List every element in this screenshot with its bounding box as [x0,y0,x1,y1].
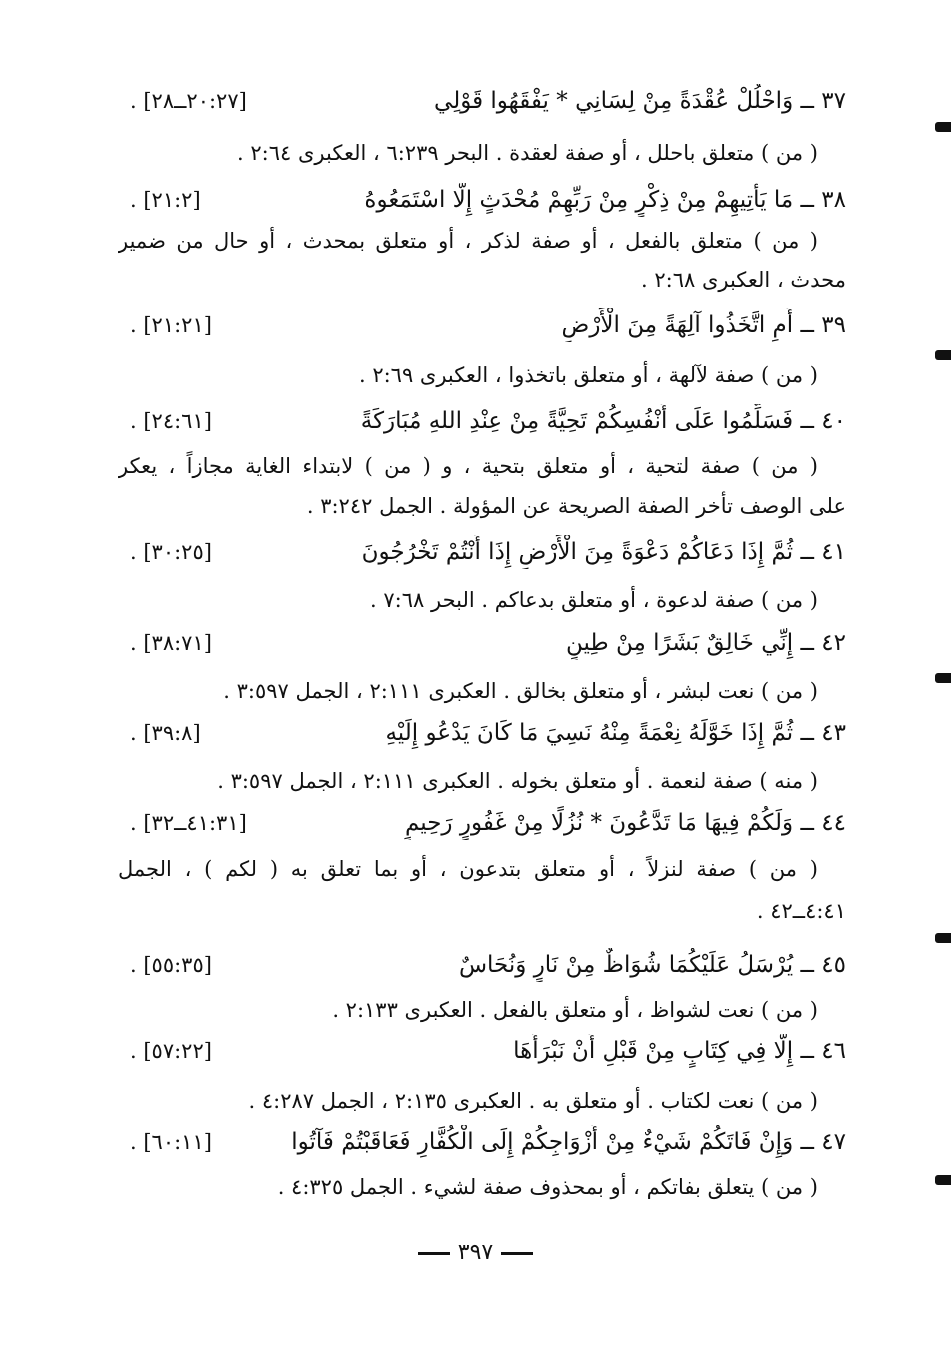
note-41 [118,583,846,617]
note-38-line-1 [118,224,846,258]
verse-44 [118,806,846,840]
note-47 [118,1170,846,1204]
verse-text: ٤٤ ــ وَلَكُمْ فِيهَا مَا تَدَّعُونَ * نُزُلًا مِنْ غَفُورٍ رَحِيمٍ [404,810,846,836]
page-number-dash [501,1252,533,1255]
note-45 [118,993,846,1027]
note-text: ( من ) صفة لدعوة ، أو متعلق بدعاكم . البحر ٧:٦٨ . [370,588,818,612]
verse-reference: [٤١:٣١ــ٣٢] . [130,811,247,835]
verse-40 [118,404,846,438]
note-text: ( من ) صفة لتحية ، أو متعلق بتحية ، و ( من ) لابتداء الغاية مجازاً ، يعكر [118,454,818,478]
note-37 [118,136,846,170]
note-38-line-2 [118,263,846,297]
note-text: محدث ، العكبرى ٢:٦٨ . [640,268,846,292]
verse-text: ٣٨ ــ مَا يَأْتِيهِمْ مِنْ ذِكْرٍ مِنْ رَبِّهِمْ مُحْدَثٍ إِلَّا اسْتَمَعُوهُ [364,187,846,213]
verse-reference: [٣٨:٧١] . [130,631,212,655]
scan-edge-mark [935,673,951,683]
note-43 [118,764,846,798]
verse-reference: [٣٠:٢٥] . [130,540,212,564]
verse-43 [118,716,846,750]
verse-text: ٣٧ ــ وَاحْلُلْ عُقْدَةً مِنْ لِسَانِي * يَفْقَهُوا قَوْلِي [434,88,846,114]
page-number-dash [418,1252,450,1255]
note-text: ( من ) نعت لبشر ، أو متعلق بخالق . العكبرى ٢:١١١ ، الجمل ٣:٥٩٧ . [223,679,818,703]
verse-42 [118,626,846,660]
note-40-line-2 [118,489,846,523]
note-text: ( من ) نعت لكتاب . أو متعلق به . العكبرى ٢:١٣٥ ، الجمل ٤:٢٨٧ . [248,1089,818,1113]
verse-text: ٣٩ ــ أَمِ اتَّخَذُوا آلِهَةً مِنَ الْأَرْضِ [561,312,846,338]
verse-reference: [٣٩:٨] . [130,721,201,745]
verse-reference: [٥٧:٢٢] . [130,1039,212,1063]
scan-edge-mark [935,1175,951,1185]
note-text: ( من ) متعلق باحلل ، أو صفة لعقدة . البحر ٦:٢٣٩ ، العكبرى ٢:٦٤ . [237,141,818,165]
verse-text: ٤٢ ــ إِنِّي خَالِقٌ بَشَرًا مِنْ طِينٍ [565,630,846,656]
verse-reference: [٢٤:٦١] . [130,409,212,433]
verse-text: ٤٦ ــ إِلَّا فِي كِتَابٍ مِنْ قَبْلِ أَنْ نَبْرَأَهَا [513,1038,846,1064]
verse-text: ٤٣ ــ ثُمَّ إِذَا خَوَّلَهُ نِعْمَةً مِنْهُ نَسِيَ مَا كَانَ يَدْعُو إِلَيْهِ [385,720,846,746]
note-text: ( من ) صفة لنزلاً ، أو متعلق بتدعون ، أو بما تعلق به ( لكم ) ، الجمل [118,857,818,881]
note-text: ( من ) يتعلق بفاتكم ، أو بمحذوف صفة لشيء . الجمل ٤:٣٢٥ . [277,1175,818,1199]
note-text: ٤:٤١ــ٤٢ . [756,899,846,923]
verse-reference: [٢١:٢] . [130,188,201,212]
note-text: ( من ) صفة لآلهة ، أو متعلق باتخذوا ، العكبرى ٢:٦٩ . [358,363,818,387]
page-number-value: ٣٩٧ [457,1240,494,1265]
verse-38 [118,183,846,217]
verse-45 [118,948,846,982]
verse-37 [118,84,846,118]
verse-reference: [٢٠:٢٧ــ٢٨] . [130,89,247,113]
note-44-line-1 [118,852,846,886]
note-46 [118,1084,846,1118]
note-text: ( منه ) صفة لنعمة . أو متعلق بخوله . العكبرى ٢:١١١ ، الجمل ٣:٥٩٧ . [217,769,818,793]
note-40-line-1 [118,449,846,483]
note-text: ( من ) متعلق بالفعل ، أو صفة لذكر ، أو متعلق بمحدث ، أو حال من ضمير [118,229,818,253]
scan-edge-mark [935,933,951,943]
verse-text: ٤٧ ــ وَإِنْ فَاتَكُمْ شَيْءٌ مِنْ أَزْوَاجِكُمْ إِلَى الْكُفَّارِ فَعَاقَبْتُمْ فَآتُوا [291,1129,846,1155]
note-text: ( من ) نعت لشواظ ، أو متعلق بالفعل . العكبرى ٢:١٣٣ . [332,998,818,1022]
verse-reference: [٥٥:٣٥] . [130,953,212,977]
verse-reference: [٢١:٢١] . [130,313,212,337]
verse-39 [118,308,846,342]
verse-text: ٤١ ــ ثُمَّ إِذَا دَعَاكُمْ دَعْوَةً مِنَ الْأَرْضِ إِذَا أَنْتُمْ تَخْرُجُونَ [361,539,846,565]
note-text: على الوصف تأخر الصفة الصريحة عن المؤولة . الجمل ٣:٢٤٢ . [306,494,846,518]
verse-text: ٤٥ ــ يُرْسَلُ عَلَيْكُمَا شُوَاظٌ مِنْ نَارٍ وَنُحَاسٌ [458,952,846,978]
verse-46 [118,1034,846,1068]
scan-edge-mark [935,350,951,360]
note-42 [118,674,846,708]
verse-reference: [٦٠:١١] . [130,1130,212,1154]
verse-47 [118,1125,846,1159]
note-39 [118,358,846,392]
page-number [0,1240,951,1265]
verse-41 [118,535,846,569]
scan-edge-mark [935,122,951,132]
note-44-line-2 [118,894,846,928]
verse-text: ٤٠ ــ فَسَلِّمُوا عَلَى أَنْفُسِكُمْ تَحِيَّةً مِنْ عِنْدِ اللهِ مُبَارَكَةً [360,408,846,434]
